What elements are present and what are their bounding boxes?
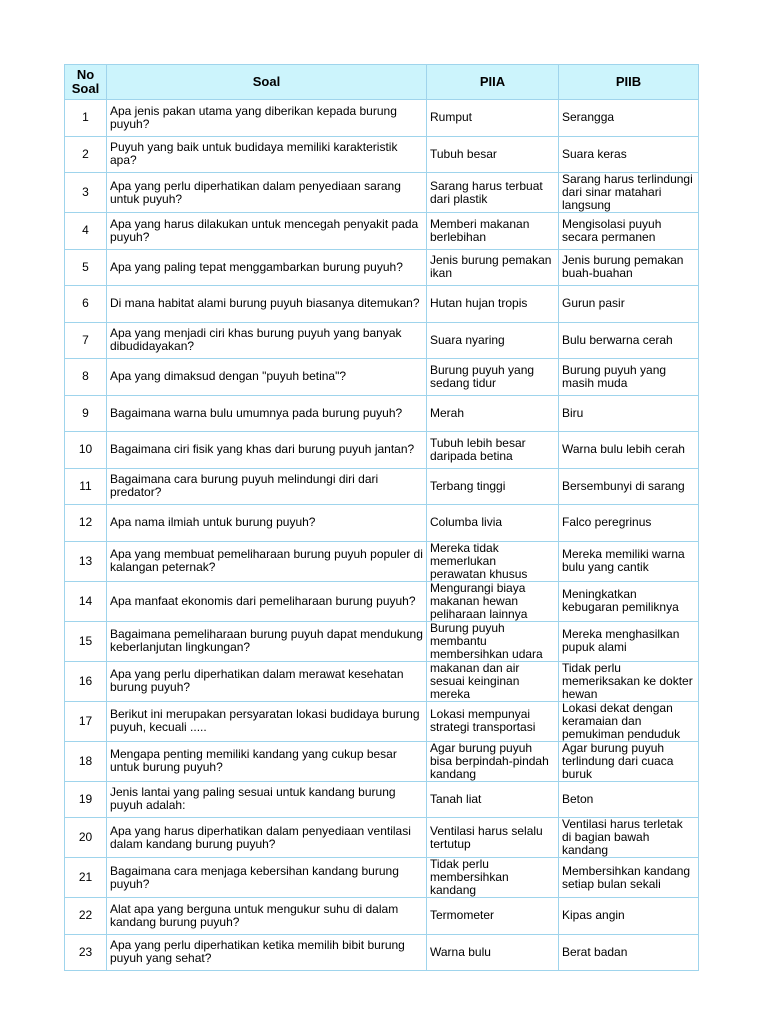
header-piib: PIIB [559, 65, 699, 100]
cell-piia: Burung puyuh membantu membersihkan udara [427, 621, 559, 661]
cell-no: 12 [65, 505, 107, 542]
cell-piib: Gurun pasir [559, 286, 699, 323]
cell-question: Mengapa penting memiliki kandang yang cukup besar untuk burung puyuh? [107, 741, 427, 781]
cell-piia: Warna bulu [427, 934, 559, 971]
cell-piib: Suara keras [559, 136, 699, 173]
cell-piib: Biru [559, 395, 699, 432]
cell-question: Bagaimana pemeliharaan burung puyuh dapat mendukung keberlanjutan lingkungan? [107, 621, 427, 661]
cell-question: Apa yang paling tepat menggambarkan burung puyuh? [107, 249, 427, 286]
cell-question: Bagaimana cara burung puyuh melindungi diri dari predator? [107, 468, 427, 505]
cell-piia: Hutan hujan tropis [427, 286, 559, 323]
cell-no: 22 [65, 898, 107, 935]
table-row [65, 741, 699, 781]
table-row [65, 661, 699, 701]
table-row [65, 173, 699, 213]
cell-question: Alat apa yang berguna untuk mengukur suhu di dalam kandang burung puyuh? [107, 898, 427, 935]
cell-piia: Tidak perlu membersihkan kandang [427, 858, 559, 898]
table-row [65, 432, 699, 469]
table-body [65, 100, 699, 971]
cell-question: Apa manfaat ekonomis dari pemeliharaan burung puyuh? [107, 581, 427, 621]
cell-piib: Falco peregrinus [559, 505, 699, 542]
cell-piia: Sarang harus terbuat dari plastik [427, 173, 559, 213]
header-no-soal: No Soal [65, 65, 107, 100]
cell-piia: makanan dan air sesuai keinginan mereka [427, 661, 559, 701]
cell-piib: Kipas angin [559, 898, 699, 935]
cell-piib: Tidak perlu memeriksakan ke dokter hewan [559, 661, 699, 701]
cell-no: 5 [65, 249, 107, 286]
cell-no: 18 [65, 741, 107, 781]
cell-piib: Ventilasi harus terletak di bagian bawah kandang [559, 818, 699, 858]
cell-piib: Bulu berwarna cerah [559, 322, 699, 359]
cell-no: 7 [65, 322, 107, 359]
table-row [65, 395, 699, 432]
table-row [65, 898, 699, 935]
cell-no: 23 [65, 934, 107, 971]
cell-question: Apa yang perlu diperhatikan ketika memilih bibit burung puyuh yang sehat? [107, 934, 427, 971]
header-soal: Soal [107, 65, 427, 100]
table-row [65, 359, 699, 396]
cell-question: Di mana habitat alami burung puyuh biasanya ditemukan? [107, 286, 427, 323]
table-row [65, 934, 699, 971]
cell-piia: Suara nyaring [427, 322, 559, 359]
table-row [65, 505, 699, 542]
table-row [65, 322, 699, 359]
cell-question: Apa yang dimaksud dengan "puyuh betina"? [107, 359, 427, 396]
table-row [65, 701, 699, 741]
table-row [65, 468, 699, 505]
cell-question: Apa yang perlu diperhatikan dalam penyediaan sarang untuk puyuh? [107, 173, 427, 213]
cell-piia: Burung puyuh yang sedang tidur [427, 359, 559, 396]
cell-piib: Bersembunyi di sarang [559, 468, 699, 505]
table-header-row [65, 65, 699, 100]
cell-piib: Serangga [559, 100, 699, 137]
cell-piia: Tubuh besar [427, 136, 559, 173]
cell-no: 15 [65, 621, 107, 661]
cell-no: 21 [65, 858, 107, 898]
cell-question: Apa jenis pakan utama yang diberikan kepada burung puyuh? [107, 100, 427, 137]
cell-no: 4 [65, 213, 107, 250]
table-row [65, 541, 699, 581]
cell-question: Bagaimana cara menjaga kebersihan kandang burung puyuh? [107, 858, 427, 898]
cell-piib: Mereka menghasilkan pupuk alami [559, 621, 699, 661]
table-row [65, 286, 699, 323]
question-table [64, 64, 699, 971]
cell-question: Bagaimana warna bulu umumnya pada burung puyuh? [107, 395, 427, 432]
cell-no: 6 [65, 286, 107, 323]
cell-piia: Mengurangi biaya makanan hewan peliharaan lainnya [427, 581, 559, 621]
cell-question: Berikut ini merupakan persyaratan lokasi budidaya burung puyuh, kecuali ..... [107, 701, 427, 741]
cell-no: 17 [65, 701, 107, 741]
cell-piia: Jenis burung pemakan ikan [427, 249, 559, 286]
cell-piia: Termometer [427, 898, 559, 935]
cell-question: Puyuh yang baik untuk budidaya memiliki karakteristik apa? [107, 136, 427, 173]
cell-piia: Memberi makanan berlebihan [427, 213, 559, 250]
cell-piib: Jenis burung pemakan buah-buahan [559, 249, 699, 286]
table-row [65, 781, 699, 818]
cell-piib: Berat badan [559, 934, 699, 971]
cell-no: 8 [65, 359, 107, 396]
cell-no: 20 [65, 818, 107, 858]
cell-piib: Membersihkan kandang setiap bulan sekali [559, 858, 699, 898]
cell-no: 14 [65, 581, 107, 621]
table-row [65, 858, 699, 898]
cell-no: 9 [65, 395, 107, 432]
cell-piia: Mereka tidak memerlukan perawatan khusus [427, 541, 559, 581]
cell-piib: Sarang harus terlindungi dari sinar matahari langsung [559, 173, 699, 213]
cell-piia: Terbang tinggi [427, 468, 559, 505]
cell-piib: Mereka memiliki warna bulu yang cantik [559, 541, 699, 581]
cell-question: Apa nama ilmiah untuk burung puyuh? [107, 505, 427, 542]
table-row [65, 818, 699, 858]
cell-no: 13 [65, 541, 107, 581]
cell-no: 10 [65, 432, 107, 469]
cell-piia: Ventilasi harus selalu tertutup [427, 818, 559, 858]
cell-question: Apa yang perlu diperhatikan dalam merawat kesehatan burung puyuh? [107, 661, 427, 701]
cell-no: 2 [65, 136, 107, 173]
cell-question: Bagaimana ciri fisik yang khas dari burung puyuh jantan? [107, 432, 427, 469]
cell-piib: Beton [559, 781, 699, 818]
cell-piib: Agar burung puyuh terlindung dari cuaca buruk [559, 741, 699, 781]
cell-piia: Merah [427, 395, 559, 432]
table-row [65, 136, 699, 173]
cell-piib: Mengisolasi puyuh secara permanen [559, 213, 699, 250]
cell-piib: Lokasi dekat dengan keramaian dan pemukiman penduduk [559, 701, 699, 741]
cell-piia: Tubuh lebih besar daripada betina [427, 432, 559, 469]
cell-no: 1 [65, 100, 107, 137]
cell-no: 11 [65, 468, 107, 505]
cell-piib: Warna bulu lebih cerah [559, 432, 699, 469]
cell-piia: Lokasi mempunyai strategi transportasi [427, 701, 559, 741]
cell-no: 3 [65, 173, 107, 213]
cell-question: Apa yang harus diperhatikan dalam penyediaan ventilasi dalam kandang burung puyuh? [107, 818, 427, 858]
header-piia: PIIA [427, 65, 559, 100]
table-row [65, 621, 699, 661]
cell-piib: Meningkatkan kebugaran pemiliknya [559, 581, 699, 621]
cell-question: Apa yang menjadi ciri khas burung puyuh yang banyak dibudidayakan? [107, 322, 427, 359]
cell-question: Jenis lantai yang paling sesuai untuk kandang burung puyuh adalah: [107, 781, 427, 818]
cell-no: 16 [65, 661, 107, 701]
table-row [65, 213, 699, 250]
table-row [65, 581, 699, 621]
cell-piib: Burung puyuh yang masih muda [559, 359, 699, 396]
table-row [65, 249, 699, 286]
cell-question: Apa yang membuat pemeliharaan burung puyuh populer di kalangan peternak? [107, 541, 427, 581]
cell-piia: Tanah liat [427, 781, 559, 818]
cell-piia: Rumput [427, 100, 559, 137]
cell-no: 19 [65, 781, 107, 818]
cell-question: Apa yang harus dilakukan untuk mencegah penyakit pada puyuh? [107, 213, 427, 250]
cell-piia: Columba livia [427, 505, 559, 542]
table-row [65, 100, 699, 137]
cell-piia: Agar burung puyuh bisa berpindah-pindah kandang [427, 741, 559, 781]
